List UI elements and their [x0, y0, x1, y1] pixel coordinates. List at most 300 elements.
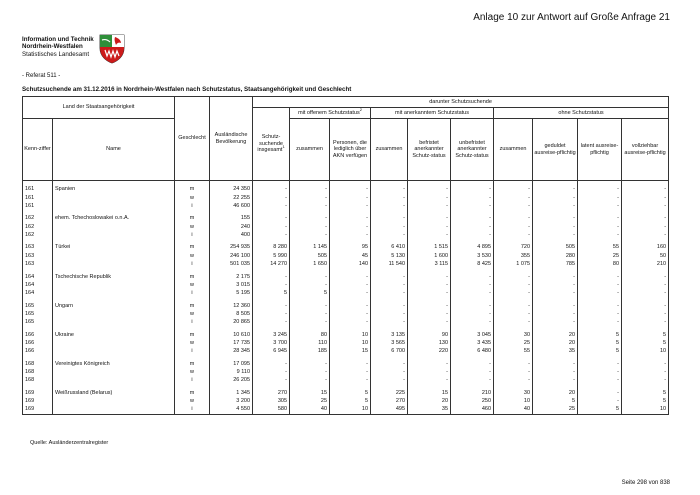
table-row — [23, 347, 669, 355]
cell-value: 140 — [330, 260, 371, 268]
table-body — [23, 181, 669, 415]
cell-value: - — [622, 310, 669, 318]
cell-value: 55 — [494, 347, 533, 355]
cell-value: - — [451, 202, 494, 210]
cell-geschlecht: w — [175, 223, 210, 231]
cell-value: 15 — [330, 347, 371, 355]
cell-kennziffer: 165 — [23, 310, 53, 318]
cell-value: - — [533, 194, 578, 202]
cell-value: 17 735 — [210, 339, 253, 347]
cell-value: - — [494, 202, 533, 210]
cell-kennziffer: 166 — [23, 331, 53, 339]
cell-value: 5 — [578, 339, 622, 347]
cell-value: 20 — [533, 339, 578, 347]
cell-value: 10 — [330, 331, 371, 339]
cell-value: 35 — [533, 347, 578, 355]
cell-geschlecht: w — [175, 252, 210, 260]
cell-geschlecht: i — [175, 202, 210, 210]
cell-country-name: Ukraine — [53, 331, 175, 339]
cell-kennziffer: 163 — [23, 252, 53, 260]
cell-value: 355 — [494, 252, 533, 260]
cell-value: 20 — [533, 331, 578, 339]
cell-value: 6 700 — [371, 347, 408, 355]
cell-kennziffer: 161 — [23, 202, 53, 210]
cell-value: - — [408, 360, 451, 368]
cell-value: 3 700 — [253, 339, 290, 347]
cell-geschlecht: i — [175, 405, 210, 414]
cell-value: - — [451, 302, 494, 310]
cell-value: - — [408, 318, 451, 326]
cell-value: 1 650 — [290, 260, 330, 268]
cell-kennziffer: 168 — [23, 368, 53, 376]
col-anerkannt-group-header: mit anerkanntem Schutzstatus — [371, 108, 494, 119]
table-row — [23, 215, 669, 223]
cell-value: - — [371, 273, 408, 281]
cell-value: 5 130 — [371, 252, 408, 260]
table-row — [23, 281, 669, 289]
cell-kennziffer: 163 — [23, 260, 53, 268]
cell-value: 1 345 — [210, 389, 253, 397]
cell-value: - — [330, 231, 371, 239]
cell-geschlecht: i — [175, 318, 210, 326]
cell-value: - — [533, 368, 578, 376]
cell-country-name — [53, 289, 175, 297]
cell-value: 15 — [290, 389, 330, 397]
cell-kennziffer: 165 — [23, 302, 53, 310]
cell-country-name: Weißrussland (Belarus) — [53, 389, 175, 397]
cell-value: 6 945 — [253, 347, 290, 355]
cell-value: - — [494, 186, 533, 194]
cell-value: - — [371, 202, 408, 210]
cell-kennziffer: 164 — [23, 273, 53, 281]
annex-note: Anlage 10 zur Antwort auf Große Anfrage 21 — [473, 12, 670, 23]
cell-value: - — [622, 194, 669, 202]
cell-value: - — [290, 273, 330, 281]
cell-value: - — [494, 289, 533, 297]
cell-value: - — [408, 215, 451, 223]
cell-value: 80 — [290, 331, 330, 339]
cell-value: 5 — [330, 389, 371, 397]
cell-value: - — [533, 223, 578, 231]
cell-value: - — [578, 397, 622, 405]
cell-value: - — [451, 289, 494, 297]
cell-kennziffer: 166 — [23, 339, 53, 347]
cell-kennziffer: 166 — [23, 347, 53, 355]
cell-value: - — [533, 289, 578, 297]
cell-value: 5 990 — [253, 252, 290, 260]
cell-value: - — [330, 194, 371, 202]
cell-kennziffer: 162 — [23, 223, 53, 231]
table-row — [23, 389, 669, 397]
cell-value: - — [408, 281, 451, 289]
cell-value: - — [622, 368, 669, 376]
cell-value: - — [494, 231, 533, 239]
cell-value: - — [290, 302, 330, 310]
cell-value: 3 565 — [371, 339, 408, 347]
cell-value: - — [290, 223, 330, 231]
cell-value: - — [253, 302, 290, 310]
cell-value: - — [408, 376, 451, 384]
cell-value: - — [533, 310, 578, 318]
table-row — [23, 260, 669, 268]
cell-value: - — [451, 360, 494, 368]
cell-value: 785 — [533, 260, 578, 268]
cell-value: - — [408, 223, 451, 231]
cell-country-name — [53, 231, 175, 239]
cell-value: 20 — [533, 389, 578, 397]
cell-value: 3 245 — [253, 331, 290, 339]
cell-value: - — [371, 186, 408, 194]
cell-geschlecht: i — [175, 289, 210, 297]
col-offen-group-header: mit offenem Schutzstatus$^2$ — [290, 108, 371, 119]
cell-value: - — [290, 368, 330, 376]
col-ohne-group-header: ohne Schutzstatus — [494, 108, 669, 119]
cell-geschlecht: m — [175, 302, 210, 310]
cell-value: 20 — [408, 397, 451, 405]
page-number: Seite 298 von 838 — [621, 480, 670, 486]
cell-value: 1 145 — [290, 244, 330, 252]
cell-value: - — [408, 273, 451, 281]
cell-value: - — [371, 360, 408, 368]
org-name — [22, 36, 94, 58]
cell-value: 40 — [494, 405, 533, 414]
cell-geschlecht: w — [175, 194, 210, 202]
cell-value: 12 360 — [210, 302, 253, 310]
cell-value: - — [330, 376, 371, 384]
cell-value: - — [494, 318, 533, 326]
cell-country-name — [53, 397, 175, 405]
col-geduldet-header: geduldet ausreise-pflichtig — [533, 119, 578, 181]
cell-geschlecht: m — [175, 360, 210, 368]
cell-value: - — [408, 289, 451, 297]
table-row — [23, 368, 669, 376]
cell-value: - — [494, 215, 533, 223]
cell-value: - — [622, 281, 669, 289]
cell-value: - — [494, 223, 533, 231]
cell-value: 17 095 — [210, 360, 253, 368]
cell-value: 495 — [371, 405, 408, 414]
col-land-header: Land der Staatsangehörigkeit — [23, 97, 175, 119]
cell-value: - — [578, 223, 622, 231]
table-row — [23, 273, 669, 281]
col-befristet-header: befristet anerkannter Schutz-status — [408, 119, 451, 181]
cell-value: 50 — [622, 252, 669, 260]
cell-value: - — [330, 202, 371, 210]
cell-value: 11 540 — [371, 260, 408, 268]
cell-value: - — [451, 194, 494, 202]
cell-value: 270 — [253, 389, 290, 397]
table-row — [23, 244, 669, 252]
cell-value: 5 — [330, 397, 371, 405]
cell-value: - — [494, 281, 533, 289]
cell-value: - — [533, 186, 578, 194]
cell-value: 8 425 — [451, 260, 494, 268]
cell-value: - — [533, 215, 578, 223]
cell-value: 505 — [290, 252, 330, 260]
table-row — [23, 186, 669, 194]
nrw-crest-icon — [99, 34, 125, 64]
cell-value: 130 — [408, 339, 451, 347]
col-geschlecht-header: Geschlecht — [175, 97, 210, 181]
cell-value: 250 — [451, 397, 494, 405]
cell-value: - — [578, 194, 622, 202]
cell-value: - — [371, 223, 408, 231]
col-insgesamt-header: Schutz-suchende insgesamt$^1$ — [253, 108, 290, 181]
cell-value: - — [371, 376, 408, 384]
cell-value: - — [408, 368, 451, 376]
cell-value: 35 — [408, 405, 451, 414]
cell-value: 3 015 — [210, 281, 253, 289]
org-line-2: Nordrhein-Westfalen — [22, 43, 83, 51]
col-darunter-header: darunter Schutzsuchende — [253, 97, 669, 108]
table-row — [23, 252, 669, 260]
cell-value: 3 530 — [451, 252, 494, 260]
cell-value: - — [408, 194, 451, 202]
cell-value: - — [330, 281, 371, 289]
cell-value: 40 — [290, 405, 330, 414]
table-row — [23, 397, 669, 405]
cell-kennziffer: 161 — [23, 194, 53, 202]
cell-value: - — [622, 223, 669, 231]
cell-value: - — [451, 215, 494, 223]
cell-country-name — [53, 202, 175, 210]
cell-value: 240 — [210, 223, 253, 231]
cell-value: 3 045 — [451, 331, 494, 339]
cell-geschlecht: m — [175, 273, 210, 281]
cell-value: 460 — [451, 405, 494, 414]
cell-value: 270 — [371, 397, 408, 405]
cell-value: 4 895 — [451, 244, 494, 252]
cell-value: - — [290, 231, 330, 239]
table-row — [23, 231, 669, 239]
cell-value: 220 — [408, 347, 451, 355]
cell-value: 400 — [210, 231, 253, 239]
cell-country-name — [53, 347, 175, 355]
cell-value: 30 — [494, 389, 533, 397]
cell-value: 185 — [290, 347, 330, 355]
cell-value: - — [578, 310, 622, 318]
cell-value: - — [533, 302, 578, 310]
cell-country-name: ehem. Tchechoslowakei o.n.A. — [53, 215, 175, 223]
cell-geschlecht: w — [175, 281, 210, 289]
cell-value: - — [330, 360, 371, 368]
cell-kennziffer: 169 — [23, 405, 53, 414]
cell-value: 3 200 — [210, 397, 253, 405]
cell-value: - — [330, 289, 371, 297]
data-table — [22, 96, 669, 415]
cell-value: 10 610 — [210, 331, 253, 339]
table-row — [23, 223, 669, 231]
cell-value: - — [451, 368, 494, 376]
org-line-3: Statistisches Landesamt — [22, 50, 90, 58]
cell-country-name — [53, 252, 175, 260]
cell-value: - — [494, 310, 533, 318]
table-row — [23, 376, 669, 384]
page-title: Schutzsuchende am 31.12.2016 in Nordrhein-Westfalen nach Schutzstatus, Staatsangehörigkeit und Geschlecht — [22, 86, 352, 93]
table-row — [23, 339, 669, 347]
cell-value: - — [330, 273, 371, 281]
cell-value: - — [578, 302, 622, 310]
cell-value: - — [578, 389, 622, 397]
cell-value: - — [371, 215, 408, 223]
cell-value: 9 110 — [210, 368, 253, 376]
cell-geschlecht: w — [175, 368, 210, 376]
table-row — [23, 289, 669, 297]
table-row — [23, 331, 669, 339]
cell-value: - — [290, 202, 330, 210]
cell-value: 90 — [408, 331, 451, 339]
cell-value: 5 — [578, 347, 622, 355]
cell-value: 5 — [622, 389, 669, 397]
cell-value: - — [253, 310, 290, 318]
cell-geschlecht: m — [175, 389, 210, 397]
cell-value: - — [371, 368, 408, 376]
cell-value: - — [253, 318, 290, 326]
cell-value: - — [253, 223, 290, 231]
cell-value: 505 — [533, 244, 578, 252]
cell-value: - — [451, 223, 494, 231]
cell-value: - — [494, 194, 533, 202]
cell-value: - — [330, 368, 371, 376]
cell-value: - — [371, 281, 408, 289]
org-line-1: Information und Technik — [22, 36, 94, 43]
cell-country-name: Ungarn — [53, 302, 175, 310]
cell-value: - — [451, 231, 494, 239]
cell-kennziffer: 162 — [23, 231, 53, 239]
cell-value: - — [622, 302, 669, 310]
cell-value: 6 410 — [371, 244, 408, 252]
reference: - Referat 511 - — [22, 73, 61, 79]
cell-value: 80 — [578, 260, 622, 268]
cell-value: 14 270 — [253, 260, 290, 268]
cell-country-name — [53, 339, 175, 347]
cell-value: - — [533, 273, 578, 281]
cell-value: 46 600 — [210, 202, 253, 210]
col-ohne-zusammen-header: zusammen — [494, 119, 533, 181]
cell-value: - — [408, 302, 451, 310]
cell-value: 3 115 — [408, 260, 451, 268]
cell-value: - — [533, 231, 578, 239]
cell-country-name — [53, 405, 175, 414]
cell-value: 95 — [330, 244, 371, 252]
cell-value: 5 — [290, 289, 330, 297]
cell-kennziffer: 162 — [23, 215, 53, 223]
cell-geschlecht: m — [175, 186, 210, 194]
cell-value: - — [330, 223, 371, 231]
cell-kennziffer: 168 — [23, 360, 53, 368]
cell-geschlecht: i — [175, 260, 210, 268]
cell-value: 28 345 — [210, 347, 253, 355]
cell-value: 5 — [622, 331, 669, 339]
cell-value: - — [253, 231, 290, 239]
cell-value: 55 — [578, 244, 622, 252]
cell-value: 3 435 — [451, 339, 494, 347]
cell-value: - — [371, 231, 408, 239]
cell-value: - — [330, 215, 371, 223]
cell-value: 20 865 — [210, 318, 253, 326]
cell-value: - — [578, 289, 622, 297]
cell-value: - — [578, 202, 622, 210]
cell-country-name — [53, 318, 175, 326]
cell-value: 25 — [533, 405, 578, 414]
cell-value: - — [451, 273, 494, 281]
cell-value: - — [290, 310, 330, 318]
cell-value: 24 350 — [210, 186, 253, 194]
cell-value: - — [578, 376, 622, 384]
cell-value: - — [494, 360, 533, 368]
cell-geschlecht: m — [175, 331, 210, 339]
cell-value: 26 205 — [210, 376, 253, 384]
cell-value: - — [622, 273, 669, 281]
cell-value: - — [253, 273, 290, 281]
table-row — [23, 302, 669, 310]
col-kennziffer-header: Kenn-ziffer — [23, 119, 53, 181]
cell-country-name — [53, 223, 175, 231]
cell-value: 15 — [408, 389, 451, 397]
cell-value: 5 — [253, 289, 290, 297]
cell-value: 8 280 — [253, 244, 290, 252]
cell-country-name: Vereinigtes Königreich — [53, 360, 175, 368]
cell-country-name — [53, 376, 175, 384]
cell-value: - — [330, 310, 371, 318]
cell-value: - — [290, 215, 330, 223]
cell-value: - — [622, 186, 669, 194]
cell-geschlecht: i — [175, 231, 210, 239]
col-name-header: Name — [53, 119, 175, 181]
cell-value: - — [408, 231, 451, 239]
cell-value: 580 — [253, 405, 290, 414]
cell-value: 155 — [210, 215, 253, 223]
cell-value: - — [578, 231, 622, 239]
cell-value: - — [253, 215, 290, 223]
cell-value: - — [622, 202, 669, 210]
cell-geschlecht: w — [175, 310, 210, 318]
cell-value: - — [290, 318, 330, 326]
cell-value: - — [578, 281, 622, 289]
cell-value: 5 — [578, 405, 622, 414]
cell-value: - — [622, 215, 669, 223]
cell-geschlecht: w — [175, 339, 210, 347]
cell-value: - — [408, 202, 451, 210]
cell-kennziffer: 161 — [23, 186, 53, 194]
cell-value: 10 — [330, 405, 371, 414]
cell-value: - — [494, 368, 533, 376]
cell-value: 10 — [622, 405, 669, 414]
cell-value: - — [371, 318, 408, 326]
cell-value: - — [253, 281, 290, 289]
cell-value: - — [371, 194, 408, 202]
cell-value: - — [494, 376, 533, 384]
cell-country-name — [53, 281, 175, 289]
cell-value: - — [578, 368, 622, 376]
cell-value: - — [622, 231, 669, 239]
cell-value: - — [290, 360, 330, 368]
table-row — [23, 360, 669, 368]
cell-value: 210 — [451, 389, 494, 397]
cell-value: - — [533, 318, 578, 326]
cell-value: - — [253, 194, 290, 202]
cell-value: 160 — [622, 244, 669, 252]
cell-value: 8 505 — [210, 310, 253, 318]
cell-value: 720 — [494, 244, 533, 252]
col-bevoelkerung-header: Ausländische Bevölkerung — [210, 97, 253, 181]
table-row — [23, 318, 669, 326]
cell-value: - — [578, 318, 622, 326]
cell-value: 2 175 — [210, 273, 253, 281]
cell-kennziffer: 163 — [23, 244, 53, 252]
cell-value: - — [371, 289, 408, 297]
cell-value: 5 — [578, 331, 622, 339]
